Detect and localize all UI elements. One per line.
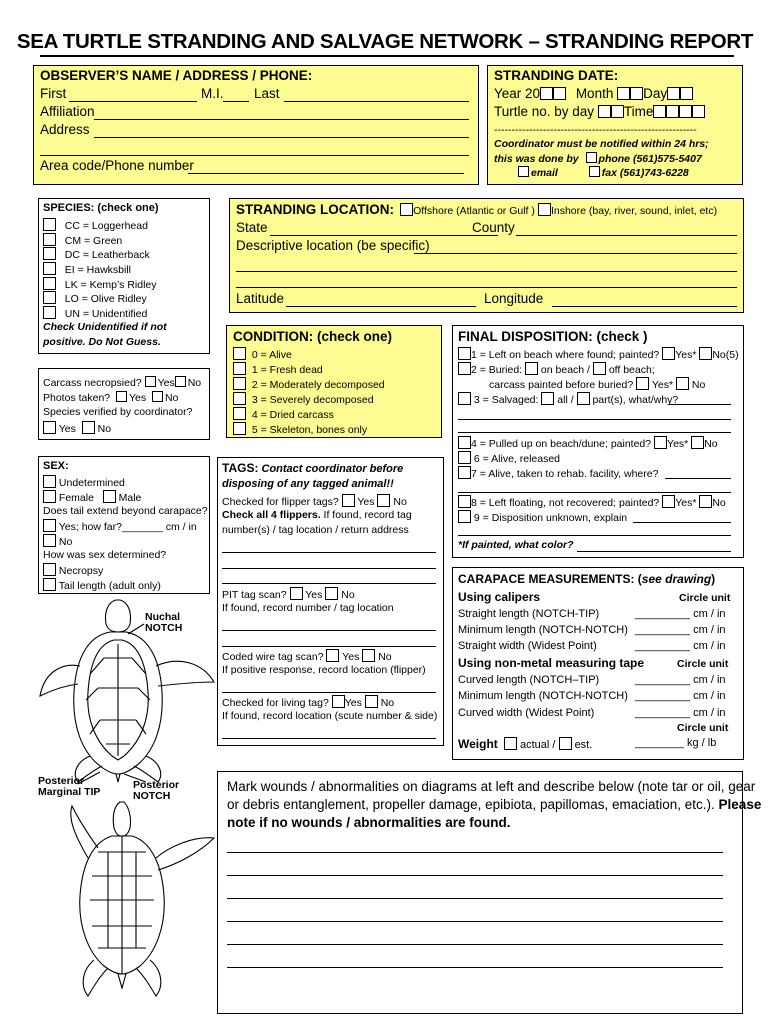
posterior-notch-label: Posterior NOTCH bbox=[133, 779, 180, 802]
tail-yes-checkbox[interactable] bbox=[43, 519, 56, 532]
verified-no-checkbox[interactable] bbox=[82, 421, 95, 434]
condition-section bbox=[226, 325, 442, 438]
time-label: Time bbox=[623, 104, 654, 119]
wounds-line-2: or debris entanglement, propeller damage, epibiota, papillomas, emaciation, etc.). bbox=[227, 797, 715, 812]
turtle-no-box-2[interactable] bbox=[611, 105, 624, 118]
curved-length: Curved length (NOTCH–TIP) bbox=[458, 674, 600, 686]
species-heading: SPECIES: (check one) bbox=[43, 202, 159, 214]
tags-field-3[interactable] bbox=[222, 583, 436, 584]
verified-yes: Yes bbox=[58, 423, 76, 435]
necropsied-yes-checkbox[interactable] bbox=[145, 376, 156, 387]
necropsied-no-checkbox[interactable] bbox=[175, 376, 186, 387]
disp-7-field[interactable] bbox=[665, 478, 731, 479]
min-length-unit[interactable]: _________ cm / in bbox=[635, 624, 726, 636]
species-lo-checkbox[interactable] bbox=[43, 291, 56, 304]
year-label: Year 20 bbox=[494, 86, 541, 101]
year-box-2[interactable] bbox=[553, 87, 566, 100]
condition-5-checkbox[interactable] bbox=[233, 422, 246, 435]
curved-min-length: Minimum length (NOTCH-NOTCH) bbox=[458, 690, 628, 702]
notify-email-checkbox[interactable] bbox=[518, 166, 529, 177]
curved-length-unit[interactable]: _________ cm / in bbox=[635, 674, 726, 686]
necropsied-q: Carcass necropsied? bbox=[43, 377, 142, 389]
disp-3-all-checkbox[interactable] bbox=[541, 392, 554, 405]
curved-width-unit[interactable]: _________ cm / in bbox=[635, 707, 726, 719]
turtle-no-box-1[interactable] bbox=[598, 105, 611, 118]
disp-8-yes-checkbox[interactable] bbox=[662, 495, 675, 508]
disp-3: 3 = Salvaged: bbox=[473, 394, 539, 406]
time-box-3[interactable] bbox=[679, 105, 692, 118]
mi-label: M.I. bbox=[201, 86, 224, 101]
photos-q: Photos taken? bbox=[43, 392, 111, 404]
straight-width: Straight width (Widest Point) bbox=[458, 640, 597, 652]
pit-field-1[interactable] bbox=[222, 630, 436, 631]
longitude-label: Longitude bbox=[484, 291, 544, 306]
offshore-checkbox[interactable] bbox=[400, 203, 413, 216]
tags-field-1[interactable] bbox=[222, 552, 436, 553]
condition-4: 4 = Dried carcass bbox=[251, 409, 334, 421]
disp-2-yes: Yes* bbox=[651, 379, 674, 391]
date-heading: STRANDING DATE: bbox=[494, 68, 619, 83]
descriptive-field-2[interactable] bbox=[236, 271, 737, 272]
observer-section bbox=[33, 65, 479, 185]
sex-section bbox=[38, 456, 210, 594]
disp-2-yes-checkbox[interactable] bbox=[636, 377, 649, 390]
disp-8-no-checkbox[interactable] bbox=[699, 495, 712, 508]
paint-color-field[interactable] bbox=[577, 551, 731, 552]
check-all-flippers: Check all 4 flippers. bbox=[222, 509, 321, 521]
head-top bbox=[105, 600, 130, 632]
nuchal-label: Nuchal NOTCH bbox=[145, 611, 183, 634]
disp-8-yes: Yes* bbox=[675, 497, 697, 509]
disp-8: 8 = Left floating, not recovered; painted? bbox=[471, 497, 660, 509]
sex-how: How was sex determined? bbox=[43, 549, 167, 561]
notify-fax-checkbox[interactable] bbox=[589, 166, 600, 177]
address-field-2[interactable] bbox=[40, 155, 469, 156]
tail-question: Does tail extend beyond carapace? bbox=[43, 505, 208, 517]
sex-undetermined-checkbox[interactable] bbox=[43, 475, 56, 488]
disp-3-checkbox[interactable] bbox=[458, 392, 471, 405]
address-label: Address bbox=[40, 122, 90, 137]
title-underline bbox=[40, 55, 734, 57]
tags-warning-1: Contact coordinator before bbox=[261, 463, 404, 475]
species-cc-checkbox[interactable] bbox=[43, 218, 56, 231]
disp-3-part-checkbox[interactable] bbox=[577, 392, 590, 405]
pit-if-found: If found, record number / tag location bbox=[222, 602, 394, 614]
disp-4: 4 = Pulled up on beach/dune; painted? bbox=[471, 438, 652, 450]
wounds-field-4[interactable] bbox=[227, 921, 723, 922]
tags-section bbox=[217, 457, 444, 746]
phone-field[interactable] bbox=[188, 173, 464, 174]
affiliation-field[interactable] bbox=[94, 119, 469, 120]
day-box-2[interactable] bbox=[680, 87, 693, 100]
tape-label: Using non-metal measuring tape bbox=[458, 656, 645, 670]
location-heading: STRANDING LOCATION: bbox=[236, 202, 394, 217]
pit-no: No bbox=[341, 589, 355, 601]
living-yes-checkbox[interactable] bbox=[332, 695, 345, 708]
first-field[interactable] bbox=[69, 101, 197, 102]
tag-numbers-label: number(s) / tag location / return address bbox=[222, 524, 409, 536]
species-un: UN = Unidentified bbox=[64, 308, 148, 320]
verified-q: Species verified by coordinator? bbox=[43, 406, 193, 418]
cwt-no-checkbox[interactable] bbox=[362, 649, 375, 662]
page-title: SEA TURTLE STRANDING AND SALVAGE NETWORK – STRANDING REPORT bbox=[16, 30, 754, 53]
notify-email: email bbox=[531, 167, 558, 179]
disp-8-no: No bbox=[712, 497, 726, 509]
disp-4-checkbox[interactable] bbox=[458, 436, 471, 449]
pit-scan-q: PIT tag scan? bbox=[222, 589, 287, 601]
photos-yes-checkbox[interactable] bbox=[116, 391, 127, 402]
pit-field-2[interactable] bbox=[222, 646, 436, 647]
sex-male: Male bbox=[118, 492, 142, 504]
flipper-yes-checkbox[interactable] bbox=[342, 494, 355, 507]
wounds-line-1: Mark wounds / abnormalities on diagrams at left and describe below (note tar or oil, gear bbox=[227, 779, 756, 794]
disp-2-no: No bbox=[691, 379, 706, 391]
curved-width: Curved width (Widest Point) bbox=[458, 707, 595, 719]
disp-2-offbeach-checkbox[interactable] bbox=[593, 362, 606, 375]
stranding-date-section bbox=[487, 65, 743, 185]
circle-unit-2: Circle unit bbox=[677, 658, 729, 670]
wounds-field-5[interactable] bbox=[227, 944, 723, 945]
straight-length: Straight length (NOTCH-TIP) bbox=[458, 608, 600, 620]
species-note-1: Check Unidentified if not bbox=[43, 321, 167, 333]
tail-length-checkbox[interactable] bbox=[43, 578, 56, 591]
tail-no: No bbox=[58, 536, 73, 548]
latitude-label: Latitude bbox=[236, 291, 285, 306]
day-label: Day bbox=[643, 86, 668, 101]
disp-1-yes-checkbox[interactable] bbox=[662, 347, 675, 360]
disp-3-field-3[interactable] bbox=[458, 432, 731, 433]
wounds-field-1[interactable] bbox=[227, 852, 723, 853]
disp-1-checkbox[interactable] bbox=[458, 347, 471, 360]
flipper-yes: Yes bbox=[357, 496, 375, 508]
sex-heading: SEX: bbox=[43, 460, 69, 472]
flipper-no-checkbox[interactable] bbox=[377, 494, 390, 507]
condition-0: 0 = Alive bbox=[251, 349, 292, 361]
sex-undetermined: Undetermined bbox=[58, 477, 125, 489]
notify-phone: phone (561)575-5407 bbox=[598, 153, 702, 165]
min-length: Minimum length (NOTCH-NOTCH) bbox=[458, 624, 628, 636]
county-label: County bbox=[472, 220, 515, 235]
disp-2-offbeach: off beach; bbox=[608, 364, 655, 376]
disposition-heading: FINAL DISPOSITION: (check ) bbox=[458, 329, 648, 344]
species-cm-checkbox[interactable] bbox=[43, 233, 56, 246]
condition-3: 3 = Severely decomposed bbox=[251, 394, 374, 406]
tags-field-2[interactable] bbox=[222, 568, 436, 569]
state-label: State bbox=[236, 220, 268, 235]
disp-9-checkbox[interactable] bbox=[458, 510, 471, 523]
last-field[interactable] bbox=[284, 101, 469, 102]
disp-4-yes-checkbox[interactable] bbox=[654, 436, 667, 449]
last-label: Last bbox=[254, 86, 280, 101]
condition-1-checkbox[interactable] bbox=[233, 362, 246, 375]
disp-7-checkbox[interactable] bbox=[458, 466, 471, 479]
phone-label: Area code/Phone number bbox=[40, 158, 194, 173]
species-cc: CC = Loggerhead bbox=[64, 220, 148, 232]
species-section bbox=[38, 198, 210, 354]
living-yes: Yes bbox=[344, 697, 362, 709]
disp-2-onbeach-checkbox[interactable] bbox=[525, 362, 538, 375]
disp-2-no-checkbox[interactable] bbox=[676, 377, 689, 390]
verified-yes-checkbox[interactable] bbox=[43, 421, 56, 434]
species-dc: DC = Leatherback bbox=[64, 249, 150, 261]
condition-0-checkbox[interactable] bbox=[233, 347, 246, 360]
cwt-yes-checkbox[interactable] bbox=[326, 649, 339, 662]
disp-7-field-2[interactable] bbox=[458, 492, 731, 493]
weight-label: Weight bbox=[458, 737, 498, 751]
disp-3-part: part(s), what/why? bbox=[592, 394, 679, 406]
disp-3-field-2[interactable] bbox=[458, 419, 731, 420]
weight-actual-checkbox[interactable] bbox=[504, 737, 517, 750]
necropsy-section bbox=[38, 368, 210, 440]
condition-2: 2 = Moderately decomposed bbox=[251, 379, 385, 391]
condition-3-checkbox[interactable] bbox=[233, 392, 246, 405]
inshore-label: Inshore (bay, river, sound, inlet, etc) bbox=[550, 205, 718, 217]
disposition-section bbox=[452, 325, 744, 558]
species-ei: EI = Hawksbill bbox=[64, 264, 131, 276]
circle-unit-1: Circle unit bbox=[679, 592, 731, 604]
county-field[interactable] bbox=[516, 235, 737, 236]
condition-5: 5 = Skeleton, bones only bbox=[251, 424, 368, 436]
weight-est-checkbox[interactable] bbox=[559, 737, 572, 750]
species-lo: LO = Olive Ridley bbox=[64, 293, 147, 305]
disp-9-field-2[interactable] bbox=[458, 535, 731, 536]
wounds-section bbox=[217, 771, 762, 1014]
disp-9: 9 = Disposition unknown, explain bbox=[473, 512, 628, 524]
straight-width-unit[interactable]: _________ cm / in bbox=[635, 640, 726, 652]
condition-2-checkbox[interactable] bbox=[233, 377, 246, 390]
affiliation-label: Affiliation bbox=[40, 104, 95, 119]
latitude-field[interactable] bbox=[286, 306, 476, 307]
cwt-yes: Yes bbox=[342, 651, 360, 663]
posterior-tip-label: Posterior Marginal TIP bbox=[38, 775, 101, 798]
species-lk-checkbox[interactable] bbox=[43, 277, 56, 290]
state-field[interactable] bbox=[270, 235, 498, 236]
notify-line-1: Coordinator must be notified within 24 hrs; bbox=[494, 138, 709, 150]
disp-3-all: all / bbox=[557, 394, 574, 406]
sex-male-checkbox[interactable] bbox=[103, 490, 116, 503]
month-box-2[interactable] bbox=[630, 87, 643, 100]
notify-line-2: this was done by bbox=[494, 153, 579, 165]
condition-1: 1 = Fresh dead bbox=[251, 364, 323, 376]
tags-heading: TAGS: bbox=[222, 461, 259, 475]
pit-no-checkbox[interactable] bbox=[325, 587, 338, 600]
sex-tail-length: Tail length (adult only) bbox=[58, 580, 161, 592]
time-box-2[interactable] bbox=[666, 105, 679, 118]
carapace-section: CARAPACE MEASUREMENTS: (see drawing) Using calipers Circle unit Straight length (NOTCH-TIP) _________ cm / in Minimum length (NOTCH-NOTCH) _________ cm / in Straight width (Widest Point) _________ cm / in Using non-metal measuring tape Circle unit Curved length (NOTCH–TIP) _________ cm / in Minimum length (NOTCH-NOTCH) _________ cm / in Curved width (Widest Point) _________ cm / in Circle unit Weight actual / est. ________ kg / lb bbox=[452, 567, 744, 760]
living-field[interactable] bbox=[222, 738, 436, 739]
weight-unit[interactable]: ________ kg / lb bbox=[635, 737, 717, 749]
wounds-field-2[interactable] bbox=[227, 875, 723, 876]
inshore-checkbox[interactable] bbox=[538, 203, 551, 216]
observer-heading: OBSERVER’S NAME / ADDRESS / PHONE: bbox=[40, 68, 313, 83]
living-tag-q: Checked for living tag? bbox=[222, 697, 329, 709]
cwt-field[interactable] bbox=[222, 692, 436, 693]
offshore-label: Offshore (Atlantic or Gulf ) bbox=[413, 205, 535, 217]
month-label: Month bbox=[575, 86, 614, 101]
disp-1-yes: Yes* bbox=[675, 349, 697, 361]
circle-unit-3: Circle unit bbox=[677, 722, 729, 734]
right-front-flipper bbox=[156, 661, 214, 686]
living-if-found: If found, record location (scute number & side) bbox=[222, 710, 438, 722]
address-field[interactable] bbox=[94, 137, 469, 138]
condition-4-checkbox[interactable] bbox=[233, 407, 246, 420]
pit-yes-checkbox[interactable] bbox=[290, 587, 303, 600]
photos-no: No bbox=[164, 392, 179, 404]
straight-length-unit[interactable]: _________ cm / in bbox=[635, 608, 726, 620]
wounds-please: Please bbox=[718, 797, 762, 812]
year-box-1[interactable] bbox=[540, 87, 553, 100]
verified-no: No bbox=[97, 423, 112, 435]
disp-4-yes: Yes* bbox=[667, 438, 689, 450]
disp-4-no: No bbox=[704, 438, 718, 450]
disp-1-no-checkbox[interactable] bbox=[699, 347, 712, 360]
mi-field[interactable] bbox=[223, 101, 249, 102]
sex-female: Female bbox=[58, 492, 94, 504]
cwt-no: No bbox=[378, 651, 392, 663]
descriptive-field-3[interactable] bbox=[236, 287, 737, 288]
day-box-1[interactable] bbox=[667, 87, 680, 100]
disp-1: 1 = Left on beach where found; painted? bbox=[471, 349, 660, 361]
turtle-diagram[interactable] bbox=[38, 596, 218, 1016]
disp-1-no: No(5) bbox=[712, 349, 739, 361]
disp-2-checkbox[interactable] bbox=[458, 362, 471, 375]
wounds-field-6[interactable] bbox=[227, 967, 723, 968]
first-label: First bbox=[40, 86, 67, 101]
curved-min-length-unit[interactable]: _________ cm / in bbox=[635, 690, 726, 702]
weight-est: est. bbox=[574, 739, 593, 751]
descriptive-field[interactable] bbox=[414, 253, 737, 254]
necropsied-yes: Yes bbox=[157, 377, 175, 389]
species-un-checkbox[interactable] bbox=[43, 306, 56, 319]
notify-phone-checkbox[interactable] bbox=[586, 152, 597, 163]
notify-fax: fax (561)743-6228 bbox=[601, 167, 689, 179]
living-no: No bbox=[380, 697, 395, 709]
time-box-1[interactable] bbox=[653, 105, 666, 118]
carapace-heading: CARAPACE MEASUREMENTS: bbox=[458, 572, 635, 586]
necropsied-no: No bbox=[187, 377, 202, 389]
necropsy-checkbox[interactable] bbox=[43, 563, 56, 576]
calipers-label: Using calipers bbox=[458, 590, 541, 604]
location-section bbox=[229, 198, 744, 313]
pit-yes: Yes bbox=[305, 589, 323, 601]
condition-heading: CONDITION: (check one) bbox=[233, 329, 393, 344]
wounds-line-3: note if no wounds / abnormalities are found. bbox=[227, 815, 511, 830]
disp-7: 7 = Alive, taken to rehab. facility, where? bbox=[471, 468, 659, 480]
sex-necropsy: Necropsy bbox=[58, 565, 104, 577]
disp-6: 6 = Alive, released bbox=[473, 453, 561, 465]
turtle-no-label: Turtle no. by day bbox=[494, 104, 595, 119]
descriptive-label: Descriptive location (be specific) bbox=[236, 238, 430, 253]
disp-3-field[interactable] bbox=[669, 404, 731, 405]
living-no-checkbox[interactable] bbox=[365, 695, 378, 708]
species-dc-checkbox[interactable] bbox=[43, 247, 56, 260]
carapace-see-drawing: see drawing bbox=[641, 572, 712, 586]
weight-actual: actual / bbox=[519, 739, 556, 751]
tail-yes: Yes; how far?_______ cm / in bbox=[58, 521, 197, 533]
divider-dashes: ---------------------------------------------------------- bbox=[494, 124, 697, 136]
cwt-scan-q: Coded wire tag scan? bbox=[222, 651, 324, 663]
flipper-if-found: If found, record tag bbox=[323, 509, 412, 521]
disp-6-checkbox[interactable] bbox=[458, 451, 471, 464]
species-lk: LK = Kemp’s Ridley bbox=[64, 279, 157, 291]
disp-8-checkbox[interactable] bbox=[458, 495, 471, 508]
disp-2: 2 = Buried: bbox=[471, 364, 523, 376]
wounds-field-3[interactable] bbox=[227, 898, 723, 899]
month-box-1[interactable] bbox=[617, 87, 630, 100]
sex-female-checkbox[interactable] bbox=[43, 490, 56, 503]
disp-2-painted: carcass painted before buried? bbox=[489, 379, 634, 391]
species-ei-checkbox[interactable] bbox=[43, 262, 56, 275]
flipper-no: No bbox=[393, 496, 407, 508]
disp-9-field[interactable] bbox=[633, 522, 731, 523]
time-box-4[interactable] bbox=[692, 105, 705, 118]
tags-warning-2: disposing of any tagged animal!! bbox=[222, 478, 394, 490]
species-note-2: positive. Do Not Guess. bbox=[43, 336, 161, 348]
cwt-if-found: If positive response, record location (flipper) bbox=[222, 664, 426, 676]
paint-color-label: *If painted, what color? bbox=[458, 539, 574, 551]
longitude-field[interactable] bbox=[552, 306, 737, 307]
photos-no-checkbox[interactable] bbox=[152, 391, 163, 402]
flipper-tags-q: Checked for flipper tags? bbox=[222, 496, 339, 508]
disp-2-onbeach: on beach / bbox=[540, 364, 590, 376]
species-cm: CM = Green bbox=[64, 235, 123, 247]
disp-4-no-checkbox[interactable] bbox=[691, 436, 704, 449]
tail-no-checkbox[interactable] bbox=[43, 534, 56, 547]
photos-yes: Yes bbox=[128, 392, 147, 404]
